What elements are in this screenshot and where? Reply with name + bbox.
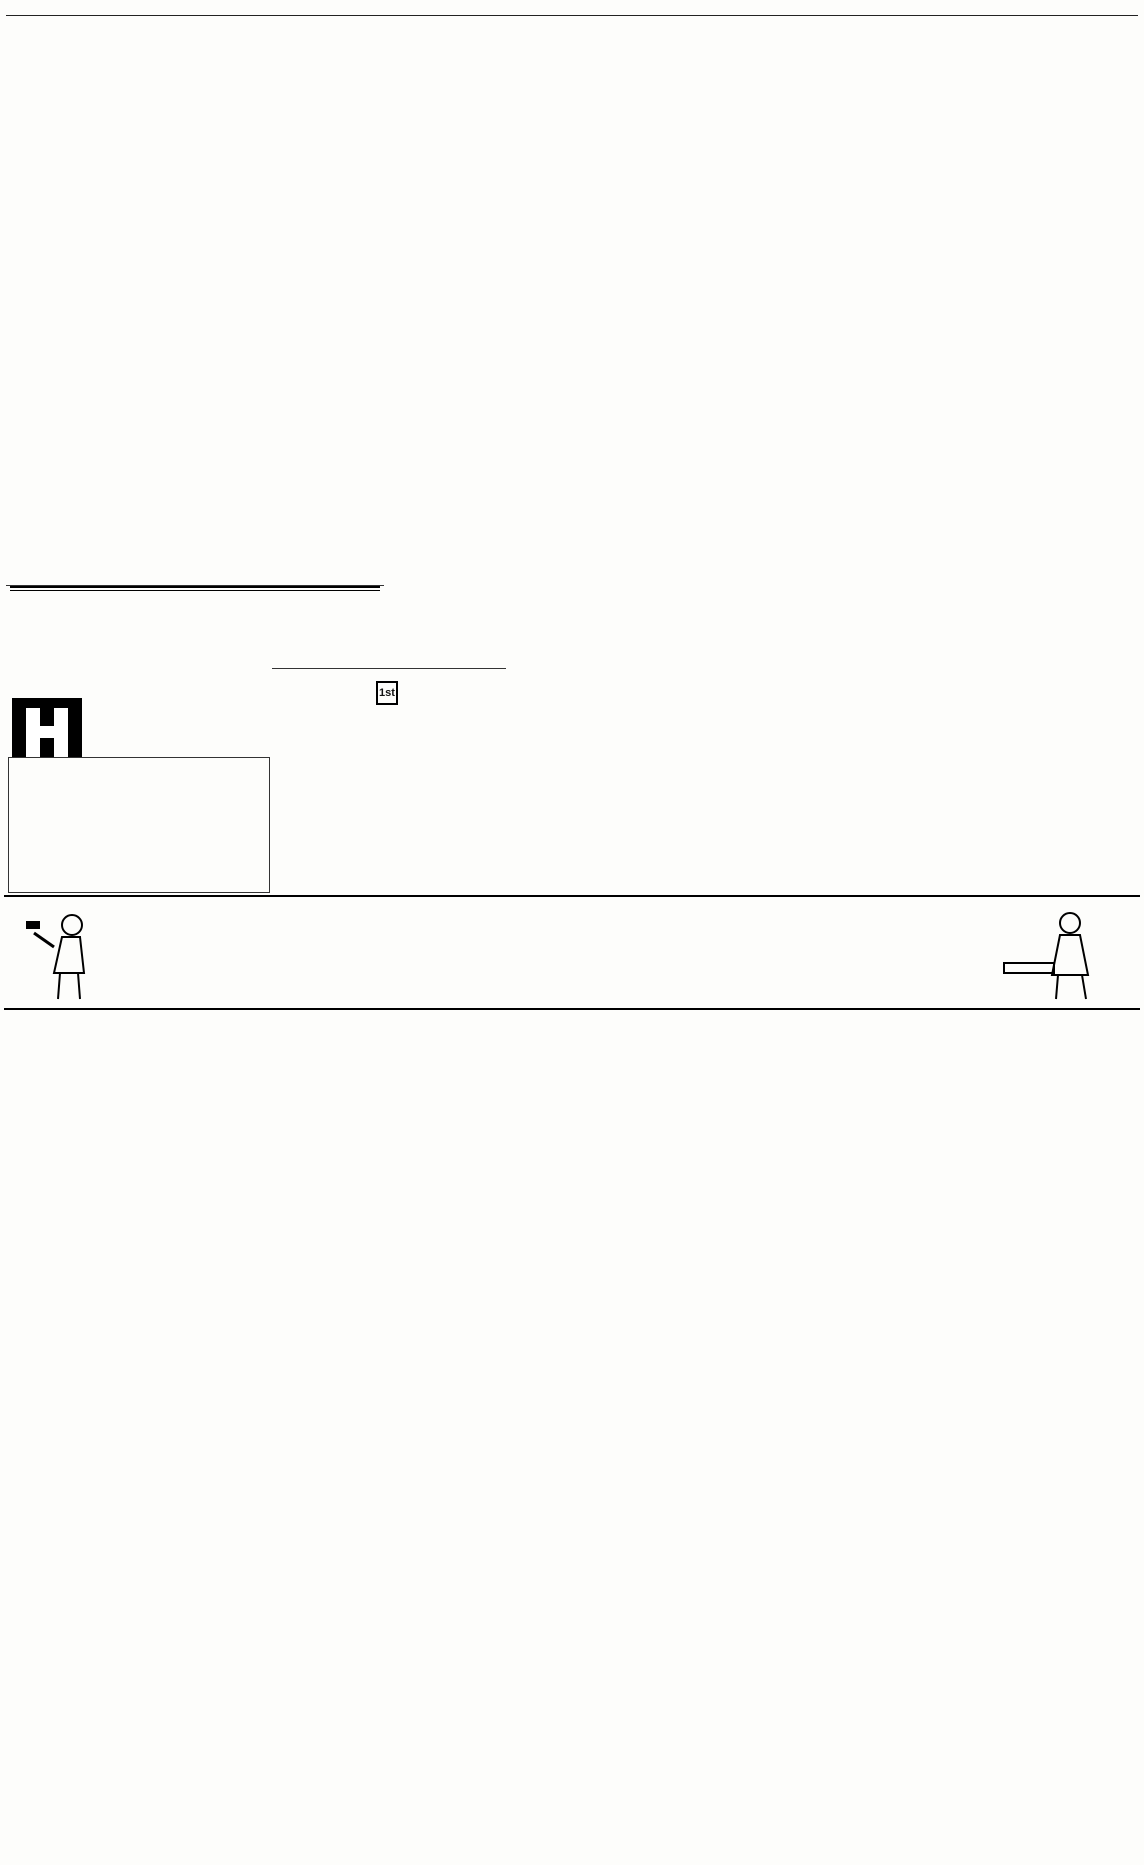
aggressive-realtor-ad [272,668,506,890]
page-header [6,2,1138,16]
1st-logo-icon: 1st [376,681,398,705]
opportunity-text [6,591,384,599]
weldon-logo [278,681,500,705]
painter-illustration-icon [24,903,114,1003]
home-service-guide-banner [4,895,1140,1010]
target-real-estate-ad [8,757,270,893]
service-guide-columns [4,1013,1140,1843]
carpenter-illustration-icon [1000,903,1120,1003]
